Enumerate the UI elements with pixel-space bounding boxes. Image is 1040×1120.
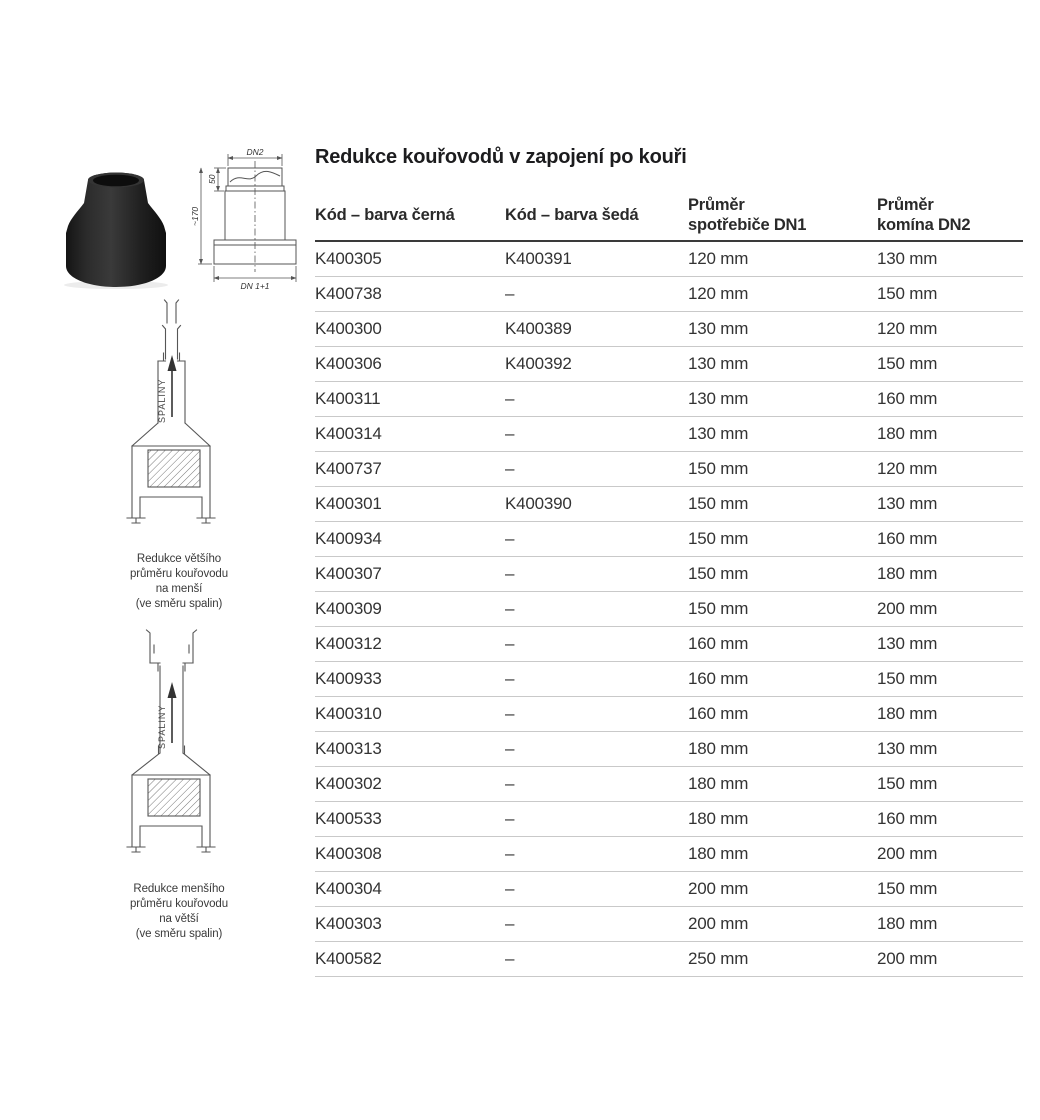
products-table (315, 190, 1023, 977)
table-row (315, 277, 1023, 312)
table-row (315, 242, 1023, 277)
cell-code-black: K400533 (315, 809, 382, 828)
cell-dn1: 160 mm (688, 704, 749, 723)
cell-code-grey: – (505, 634, 515, 653)
cell-dn2: 180 mm (877, 914, 938, 933)
table-header-row (315, 190, 1023, 242)
cell-code-grey: – (505, 564, 515, 583)
cell-dn2: 130 mm (877, 634, 938, 653)
table-row (315, 767, 1023, 802)
cell-code-black: K400307 (315, 564, 382, 583)
flue-gas-label: SPALINY (157, 704, 167, 749)
cell-dn2: 160 mm (877, 809, 938, 828)
total-height-label: ~170 (190, 206, 200, 226)
cell-dn1: 120 mm (688, 249, 749, 268)
header-line: komína DN2 (877, 216, 971, 234)
technical-drawing (190, 146, 305, 291)
cell-code-black: K400302 (315, 774, 382, 793)
caption-line: na větší (159, 913, 199, 925)
cell-code-black: K400314 (315, 424, 382, 443)
cell-code-grey: – (505, 669, 515, 688)
cell-code-grey: – (505, 949, 515, 968)
cell-code-grey: – (505, 389, 515, 408)
cell-dn1: 180 mm (688, 844, 749, 863)
flue-diagram-reduce-up (101, 628, 241, 861)
table-row (315, 487, 1023, 522)
cell-code-grey: – (505, 529, 515, 548)
table-row (315, 907, 1023, 942)
table-row (315, 312, 1023, 347)
ground-symbols (132, 518, 210, 523)
pipe-continuation (165, 300, 179, 323)
header-dn1 (688, 190, 877, 240)
cell-code-black: K400310 (315, 704, 382, 723)
product-opening (93, 175, 139, 187)
dn2-dimension-label: DN2 (246, 147, 264, 157)
caption-line: průměru kouřovodu (129, 568, 229, 580)
cell-code-grey: – (505, 914, 515, 933)
cell-code-grey: K400389 (505, 319, 572, 338)
cell-dn2: 180 mm (877, 424, 938, 443)
cell-dn2: 120 mm (877, 319, 938, 338)
header-line: spotřebiče DN1 (688, 216, 807, 234)
table-row (315, 872, 1023, 907)
cell-code-grey: K400390 (505, 494, 572, 513)
cell-dn1: 150 mm (688, 494, 749, 513)
header-line: Kód – barva černá (315, 206, 455, 224)
cell-dn1: 130 mm (688, 389, 749, 408)
table-row (315, 627, 1023, 662)
flow-arrow-head (168, 682, 177, 698)
table-row (315, 942, 1023, 977)
cell-dn1: 160 mm (688, 634, 749, 653)
cell-dn1: 200 mm (688, 914, 749, 933)
cell-code-grey: K400392 (505, 354, 572, 373)
diagram-caption-reduce-up (84, 882, 274, 942)
table-row (315, 452, 1023, 487)
flow-arrow-head (168, 355, 177, 371)
stove-legs (140, 826, 202, 847)
cell-code-grey: – (505, 809, 515, 828)
cell-code-grey: – (505, 879, 515, 898)
cell-dn1: 180 mm (688, 809, 749, 828)
header-code-black (315, 190, 505, 240)
cell-code-black: K400582 (315, 949, 382, 968)
ground-symbols (132, 847, 210, 852)
cell-dn2: 130 mm (877, 739, 938, 758)
header-line: Průměr (877, 196, 934, 214)
cell-code-black: K400306 (315, 354, 382, 373)
cell-dn1: 160 mm (688, 669, 749, 688)
cell-dn2: 150 mm (877, 284, 938, 303)
cell-code-grey: – (505, 844, 515, 863)
cell-code-black: K400312 (315, 634, 382, 653)
cell-dn2: 150 mm (877, 879, 938, 898)
cell-dn1: 130 mm (688, 354, 749, 373)
cell-dn2: 150 mm (877, 774, 938, 793)
cell-dn1: 120 mm (688, 284, 749, 303)
cell-dn2: 160 mm (877, 389, 938, 408)
cell-code-black: K400934 (315, 529, 382, 548)
dimension-lines (198, 154, 296, 282)
cell-dn1: 150 mm (688, 459, 749, 478)
cell-dn2: 200 mm (877, 949, 938, 968)
flue-diagram-reduce-down (101, 295, 241, 530)
cell-dn1: 180 mm (688, 774, 749, 793)
cell-dn2: 150 mm (877, 669, 938, 688)
narrow-flue-pipe (163, 326, 181, 360)
cell-code-black: K400301 (315, 494, 382, 513)
table-row (315, 732, 1023, 767)
cell-dn2: 130 mm (877, 494, 938, 513)
cell-code-black: K400737 (315, 459, 382, 478)
cell-dn1: 150 mm (688, 529, 749, 548)
table-row (315, 837, 1023, 872)
cell-code-black: K400308 (315, 844, 382, 863)
cell-dn1: 200 mm (688, 879, 749, 898)
firebox-hatch (148, 450, 200, 487)
table-row (315, 347, 1023, 382)
table-row (315, 382, 1023, 417)
cell-code-grey: – (505, 459, 515, 478)
cell-dn2: 200 mm (877, 599, 938, 618)
caption-line: Redukce většího (136, 553, 222, 565)
cell-code-grey: – (505, 704, 515, 723)
stove-legs (140, 497, 202, 518)
header-code-grey (505, 190, 688, 240)
caption-line: průměru kouřovodu (129, 898, 229, 910)
caption-line: (ve směru spalin) (135, 598, 223, 610)
table-row (315, 697, 1023, 732)
table-row (315, 662, 1023, 697)
table-row (315, 557, 1023, 592)
cell-code-grey: – (505, 424, 515, 443)
cell-dn1: 150 mm (688, 564, 749, 583)
table-row (315, 592, 1023, 627)
cell-dn2: 150 mm (877, 354, 938, 373)
caption-line: Redukce menšího (133, 883, 225, 895)
dn1-dimension-label: DN 1+1 (240, 281, 270, 291)
cell-dn1: 250 mm (688, 949, 749, 968)
cell-code-black: K400738 (315, 284, 382, 303)
cell-dn2: 180 mm (877, 564, 938, 583)
table-row (315, 522, 1023, 557)
header-dn2 (877, 190, 1023, 240)
cell-code-black: K400303 (315, 914, 382, 933)
product-body (66, 173, 166, 288)
header-line: Průměr (688, 196, 745, 214)
caption-line: (ve směru spalin) (135, 928, 223, 940)
collar-height-label: 50 (207, 174, 217, 184)
page-title: Redukce kouřovodů v zapojení po kouři (315, 146, 687, 168)
cell-code-black: K400304 (315, 879, 382, 898)
cell-dn2: 160 mm (877, 529, 938, 548)
cell-dn2: 120 mm (877, 459, 938, 478)
wide-flue-pipe (147, 630, 197, 663)
cell-dn1: 130 mm (688, 424, 749, 443)
cell-code-grey: K400391 (505, 249, 572, 268)
cell-dn2: 180 mm (877, 704, 938, 723)
cell-code-black: K400300 (315, 319, 382, 338)
cell-code-grey: – (505, 599, 515, 618)
stove-hood (132, 753, 210, 775)
caption-line: na menší (155, 583, 203, 595)
product-photo (52, 163, 180, 293)
cell-dn1: 180 mm (688, 739, 749, 758)
cell-dn1: 130 mm (688, 319, 749, 338)
header-line: Kód – barva šedá (505, 206, 639, 224)
cell-code-black: K400305 (315, 249, 382, 268)
cell-dn1: 150 mm (688, 599, 749, 618)
diagram-caption-reduce-down (84, 552, 274, 612)
cell-code-black: K400309 (315, 599, 382, 618)
cell-code-grey: – (505, 739, 515, 758)
cell-code-black: K400933 (315, 669, 382, 688)
flue-gas-label: SPALINY (157, 378, 167, 423)
cell-code-black: K400313 (315, 739, 382, 758)
table-row (315, 802, 1023, 837)
firebox-hatch (148, 779, 200, 816)
cell-dn2: 130 mm (877, 249, 938, 268)
cell-code-black: K400311 (315, 389, 381, 408)
stove-hood (132, 423, 210, 446)
cell-dn2: 200 mm (877, 844, 938, 863)
cell-code-grey: – (505, 284, 515, 303)
table-row (315, 417, 1023, 452)
cell-code-grey: – (505, 774, 515, 793)
